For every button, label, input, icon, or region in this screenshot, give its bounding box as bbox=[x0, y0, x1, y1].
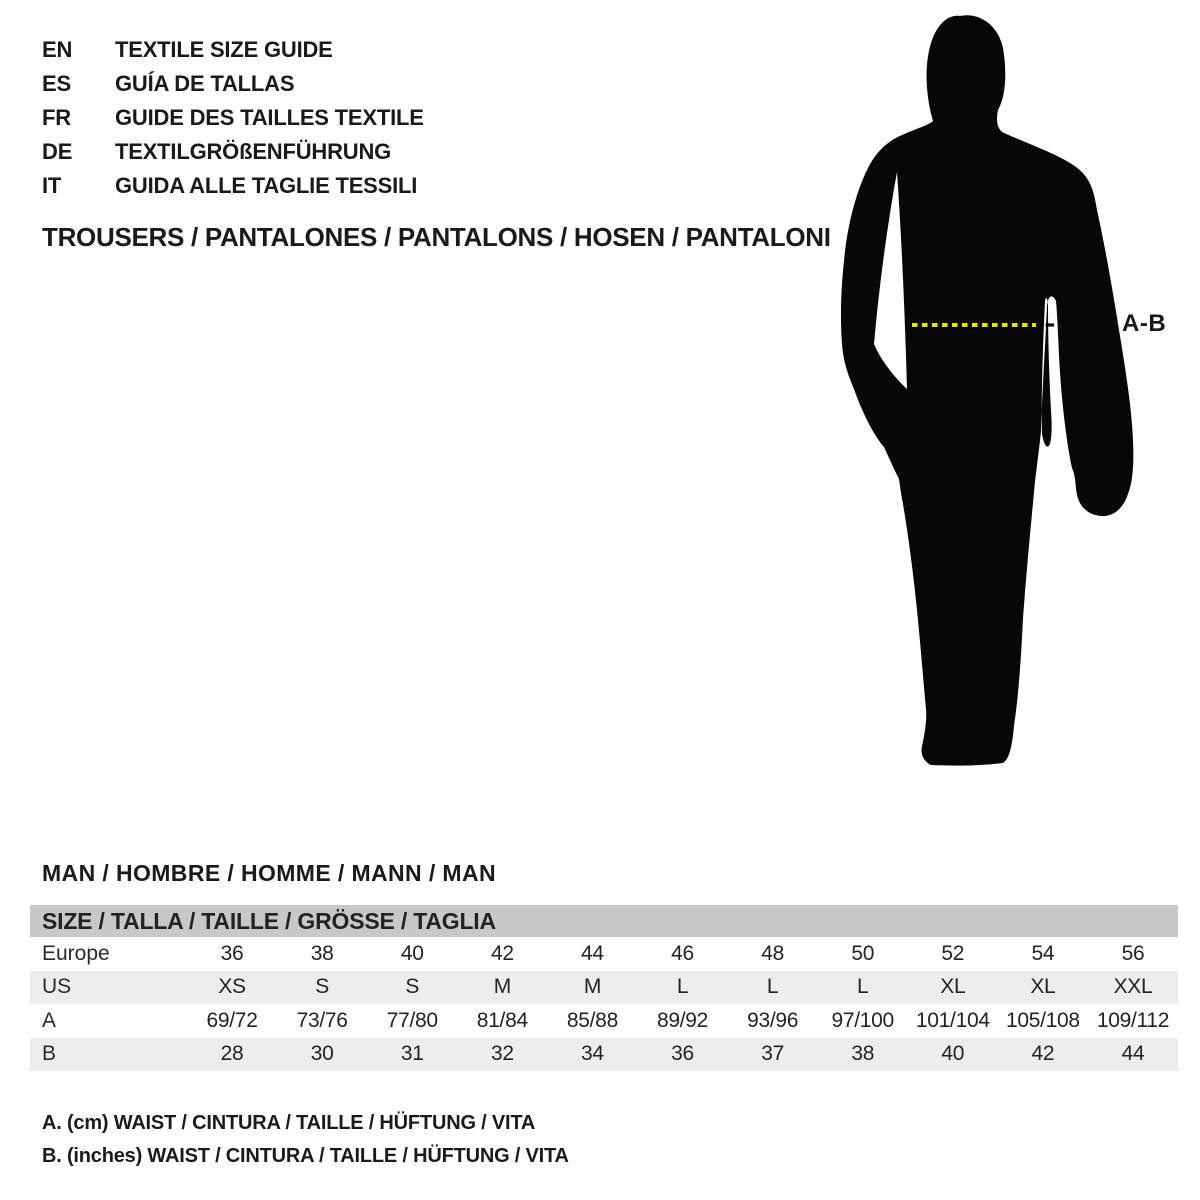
size-cell: 69/72 bbox=[206, 1008, 258, 1032]
size-cell: 32 bbox=[490, 1042, 514, 1066]
size-cell: 36 bbox=[220, 941, 244, 965]
size-cell: 42 bbox=[490, 941, 514, 965]
row-label: B bbox=[42, 1042, 57, 1066]
size-cell: 44 bbox=[1121, 1042, 1145, 1066]
language-code: EN bbox=[42, 37, 73, 62]
table-row-europe bbox=[30, 937, 1178, 971]
language-row-it bbox=[42, 173, 424, 207]
size-cell: 101/104 bbox=[915, 1008, 990, 1032]
size-cell: 34 bbox=[581, 1042, 604, 1066]
size-cell: L bbox=[766, 975, 779, 999]
language-row-en bbox=[42, 37, 424, 71]
language-code: FR bbox=[42, 105, 71, 130]
size-cell: XL bbox=[1030, 975, 1056, 999]
waist-measure-label: A-B bbox=[1122, 310, 1167, 337]
size-cell: 109/112 bbox=[1096, 1008, 1170, 1032]
language-list bbox=[42, 37, 424, 207]
row-label: US bbox=[42, 975, 72, 999]
size-cell: M bbox=[493, 975, 511, 999]
size-cell: 46 bbox=[671, 941, 694, 965]
size-cell: 37 bbox=[761, 1042, 784, 1066]
size-cell: 28 bbox=[220, 1042, 244, 1066]
size-cell: 38 bbox=[851, 1042, 875, 1066]
row-label: Europe bbox=[42, 941, 110, 965]
size-cell: 31 bbox=[400, 1042, 424, 1066]
size-cell: S bbox=[405, 975, 420, 999]
size-cell: 93/96 bbox=[747, 1008, 799, 1032]
size-cell: XL bbox=[940, 975, 966, 999]
row-label: A bbox=[42, 1008, 57, 1032]
size-cell: L bbox=[857, 975, 869, 999]
size-cell: 40 bbox=[941, 1042, 965, 1066]
size-cell: 81/84 bbox=[476, 1008, 528, 1032]
size-cell: L bbox=[676, 975, 689, 999]
size-cell: 54 bbox=[1031, 941, 1055, 965]
language-code: ES bbox=[42, 71, 71, 96]
size-cell: S bbox=[315, 975, 329, 999]
size-table bbox=[30, 905, 1178, 1071]
size-cell: 56 bbox=[1121, 941, 1145, 965]
product-title: TROUSERS / PANTALONES / PANTALONS / HOSEN / PANTALONI bbox=[42, 222, 831, 252]
table-row-us bbox=[30, 971, 1178, 1005]
language-row-de bbox=[42, 139, 424, 173]
size-cell: 105/108 bbox=[1005, 1008, 1080, 1032]
size-cell: 85/88 bbox=[566, 1008, 618, 1032]
size-cell: XS bbox=[218, 975, 246, 999]
size-cell: M bbox=[583, 975, 602, 999]
size-cell: 38 bbox=[310, 941, 334, 965]
size-cell: 77/80 bbox=[386, 1008, 438, 1032]
language-title: TEXTILGRÖßENFÜHRUNG bbox=[115, 139, 392, 164]
man-silhouette-shape bbox=[841, 15, 1133, 765]
size-cell: 50 bbox=[851, 941, 875, 965]
size-cell: 40 bbox=[400, 941, 424, 965]
footnote-a-cm: A. (cm) WAIST / CINTURA / TAILLE / HÜFTUNG / VITA bbox=[42, 1112, 536, 1134]
size-cell: 48 bbox=[761, 941, 784, 965]
size-cell: 52 bbox=[941, 941, 965, 965]
language-code: IT bbox=[42, 173, 62, 198]
size-cell: 42 bbox=[1031, 1042, 1055, 1066]
man-silhouette bbox=[830, 0, 1150, 790]
footnote-b-inches: B. (inches) WAIST / CINTURA / TAILLE / HÜFTUNG / VITA bbox=[42, 1145, 569, 1167]
language-code: DE bbox=[42, 139, 73, 164]
size-cell: XXL bbox=[1113, 975, 1153, 999]
size-cell: 36 bbox=[671, 1042, 694, 1066]
size-cell: 97/100 bbox=[831, 1008, 894, 1032]
size-cell: 73/76 bbox=[296, 1008, 348, 1032]
language-row-fr bbox=[42, 105, 424, 139]
language-title: GUIDA ALLE TAGLIE TESSILI bbox=[115, 173, 418, 198]
size-cell: 30 bbox=[310, 1042, 334, 1066]
table-row-b-inches bbox=[30, 1038, 1178, 1072]
size-table-header: SIZE / TALLA / TAILLE / GRÖSSE / TAGLIA bbox=[30, 905, 1178, 937]
language-title: GUIDE DES TAILLES TEXTILE bbox=[115, 105, 424, 130]
size-cell: 44 bbox=[581, 941, 604, 965]
language-row-es bbox=[42, 71, 424, 105]
table-row-a-cm bbox=[30, 1004, 1178, 1038]
language-title: TEXTILE SIZE GUIDE bbox=[115, 37, 333, 62]
size-cell: 89/92 bbox=[656, 1008, 709, 1032]
section-title-man: MAN / HOMBRE / HOMME / MANN / MAN bbox=[42, 860, 497, 886]
language-title: GUÍA DE TALLAS bbox=[115, 71, 295, 96]
